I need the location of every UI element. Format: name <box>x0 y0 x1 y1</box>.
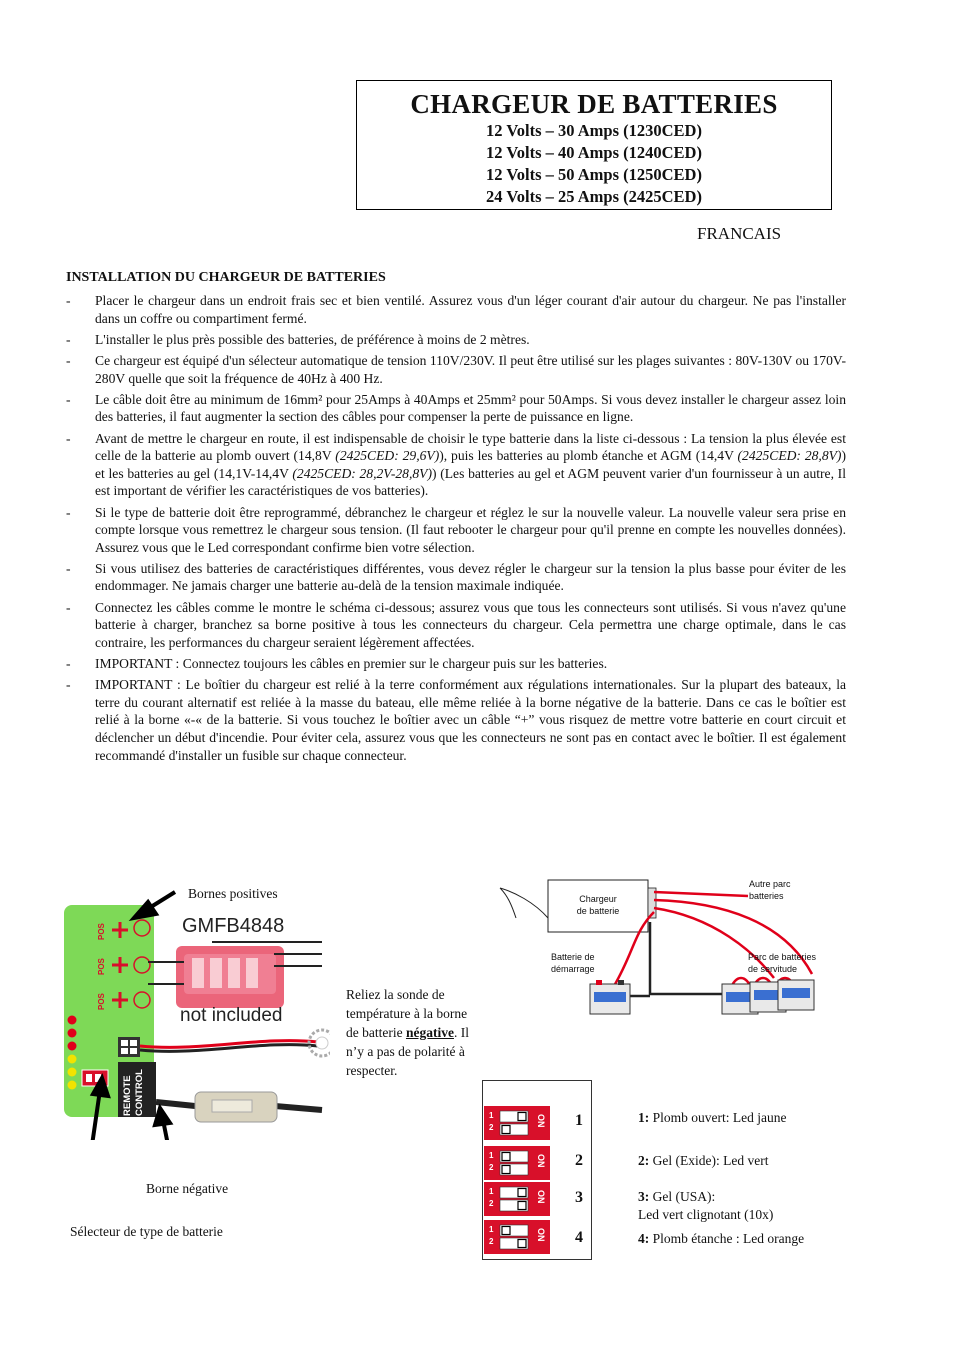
svg-text:ON: ON <box>536 1154 546 1168</box>
mode-4: 4: Plomb étanche : Led orange <box>638 1231 805 1246</box>
list-item: - IMPORTANT : Le boîtier du chargeur est relié à la terre conformément aux régulations internationales. Sur la plupart des bateaux, la terre du courant alternatif est reliée à la masse du bateau, elle même reliée à la borne négative de la batterie. Dans ce cas le boîtier est relié à la borne «-« de la batterie. Si vous touchez le boîtier avec un câble “+” vous risquez de mettre votre batterie en court circuit et déclencher un début d'incendie. Pour éviter cela, assurez vous que les connecteurs ne sont pas en contact avec le boîtier. Il est également recommandé d'installer un fusible sur chaque connecteur. <box>66 677 846 763</box>
model-line-3: 12 Volts – 50 Amps (1250CED) <box>486 165 702 184</box>
list-item: - Connectez les câbles comme le montre le schéma ci-dessous; assurez vous que tous les connecteurs sont utilisés. Si vous n'avez qu'une batterie à charger, branchez sa borne positive à tous les connecteurs du chargeur. Cela permettra une charge optimale, dans le cas contraire, les performances du chargeur seraient légèrement affectées. <box>66 599 846 650</box>
led <box>68 1068 77 1077</box>
dip-number: 4 <box>575 1229 583 1246</box>
label-service-batteries: Parc de batteries de servitude <box>748 952 817 974</box>
svg-text:REMOTE: REMOTE <box>122 1075 133 1116</box>
svg-text:1: 1 <box>489 1187 494 1196</box>
svg-text:1: 1 <box>489 1111 494 1120</box>
list-item: - Si le type de batterie doit être reprogrammé, débranchez le chargeur et réglez le sur la nouvelle valeur. La nouvelle valeur sera prise en compte lorsque vous remettrez le chargeur sous tension. (Il faut rebooter le chargeur pour qu'il prenne en compte les nouvelles données). Assurez vous que le Led correspondant confirme bien votre sélection. <box>66 504 846 555</box>
model-line-2: 12 Volts – 40 Amps (1240CED) <box>486 143 702 162</box>
svg-text:ON: ON <box>536 1228 546 1242</box>
mode-2: 2: Gel (Exide): Led vert <box>638 1153 769 1168</box>
instruction-list <box>66 292 846 768</box>
mode-1: 1: Plomb ouvert: Led jaune <box>638 1110 787 1125</box>
not-included-note: not included <box>180 1005 283 1026</box>
list-item: - Avant de mettre le chargeur en route, il est indispensable de choisir le type batterie dans la liste ci-dessous : La tension la plus élevée est celle de la batterie au plomb ouvert (14,8V (2425CED: 29,6V)), puis les batteries au plomb étanche et AGM (14,4V (2425CED: 28,8V)) et les batteries au gel (14,1V-14,4V (2425CED: 28,2V-28,8V)) (Les batteries au gel et AGM peuvent varier d'un fournisseur à un autre, Il est important de vérifier les caractéristiques de vos batteries). <box>66 430 846 499</box>
svg-text:2: 2 <box>489 1199 494 1208</box>
model-line-1: 12 Volts – 30 Amps (1230CED) <box>486 121 702 140</box>
label-other-batteries: Autre parc batteries <box>749 879 791 901</box>
service-battery <box>778 980 814 1010</box>
dip-number: 2 <box>575 1152 583 1169</box>
led <box>68 1081 77 1090</box>
list-item: - Ce chargeur est équipé d'un sélecteur automatique de tension 110V/230V. Il peut être utilisé sur les plages suivantes : 80V-130V ou 170V-280V quelle que soit la fréquence de 40Hz à 400 Hz. <box>66 352 846 386</box>
list-item: - Le câble doit être au minimum de 16mm² pour 25Amps à 40Amps et 25mm² pour 50Amps. Si vous devez installer le chargeur assez loin des batteries, il faut augmenter la section des câbles pour compenser la perte de puissance en ligne. <box>66 391 846 425</box>
led <box>68 1016 77 1025</box>
led <box>68 1029 77 1038</box>
temp-sensor-note: Reliez la sonde de température à la borne de batterie négative. Il n’y a pas de polarité à respecter. <box>346 987 469 1078</box>
fuse-block-model: GMFB4848 <box>182 915 285 937</box>
list-item: - IMPORTANT : Connectez toujours les câbles en premier sur le chargeur puis sur les batteries. <box>66 656 608 672</box>
dip-switch-row <box>484 1146 550 1180</box>
label-positive-terminals: Bornes positives <box>188 886 278 901</box>
list-item: - L'installer le plus près possible des batteries, de préférence à moins de 2 mètres. <box>66 331 530 347</box>
pos-label: POS <box>97 993 106 1010</box>
mode-3: 3: Gel (USA): Led vert clignotant (10x) <box>638 1189 774 1222</box>
model-line-4: 24 Volts – 25 Amps (2425CED) <box>486 187 702 206</box>
svg-text:CONTROL: CONTROL <box>134 1069 145 1116</box>
dip-number: 3 <box>575 1189 583 1206</box>
label-negative-terminal: Borne négative <box>146 1181 229 1196</box>
dip-number: 1 <box>575 1112 583 1129</box>
title-box <box>356 80 832 210</box>
dip-switch-row <box>484 1220 550 1254</box>
list-item: - Placer le chargeur dans un endroit frais sec et bien ventilé. Assurez vous d'un léger courant d'air autour du chargeur. Ne pas l'installer dans un coffre ou compartiment fermé. <box>66 293 846 326</box>
section-heading: INSTALLATION DU CHARGEUR DE BATTERIES <box>66 270 386 285</box>
pos-label: POS <box>97 958 106 975</box>
svg-text:2: 2 <box>489 1237 494 1246</box>
svg-text:1: 1 <box>489 1225 494 1234</box>
starter-battery <box>590 980 630 1014</box>
led <box>68 1042 77 1051</box>
document-title: CHARGEUR DE BATTERIES <box>410 89 778 119</box>
label-battery-selector: Sélecteur de type de batterie <box>70 1224 223 1239</box>
pos-label: POS <box>97 923 106 940</box>
led <box>68 1055 77 1064</box>
svg-text:2: 2 <box>489 1123 494 1132</box>
language-label: FRANCAIS <box>697 224 782 243</box>
svg-text:ON: ON <box>536 1190 546 1204</box>
svg-text:1: 1 <box>489 1151 494 1160</box>
svg-text:ON: ON <box>536 1114 546 1128</box>
label-starter-battery: Batterie de démarrage <box>551 952 595 974</box>
dip-switch-row <box>484 1182 550 1216</box>
list-item: - Si vous utilisez des batteries de caractéristiques différentes, vous devez régler le chargeur sur la tension la plus basse pour éviter de les endommager. Ne jamais charger une batterie au-delà de la tension maximale indiquée. <box>66 560 846 594</box>
dip-switch-row <box>484 1106 550 1140</box>
label-charger: Chargeur de batterie <box>576 894 620 916</box>
svg-text:2: 2 <box>489 1163 494 1172</box>
